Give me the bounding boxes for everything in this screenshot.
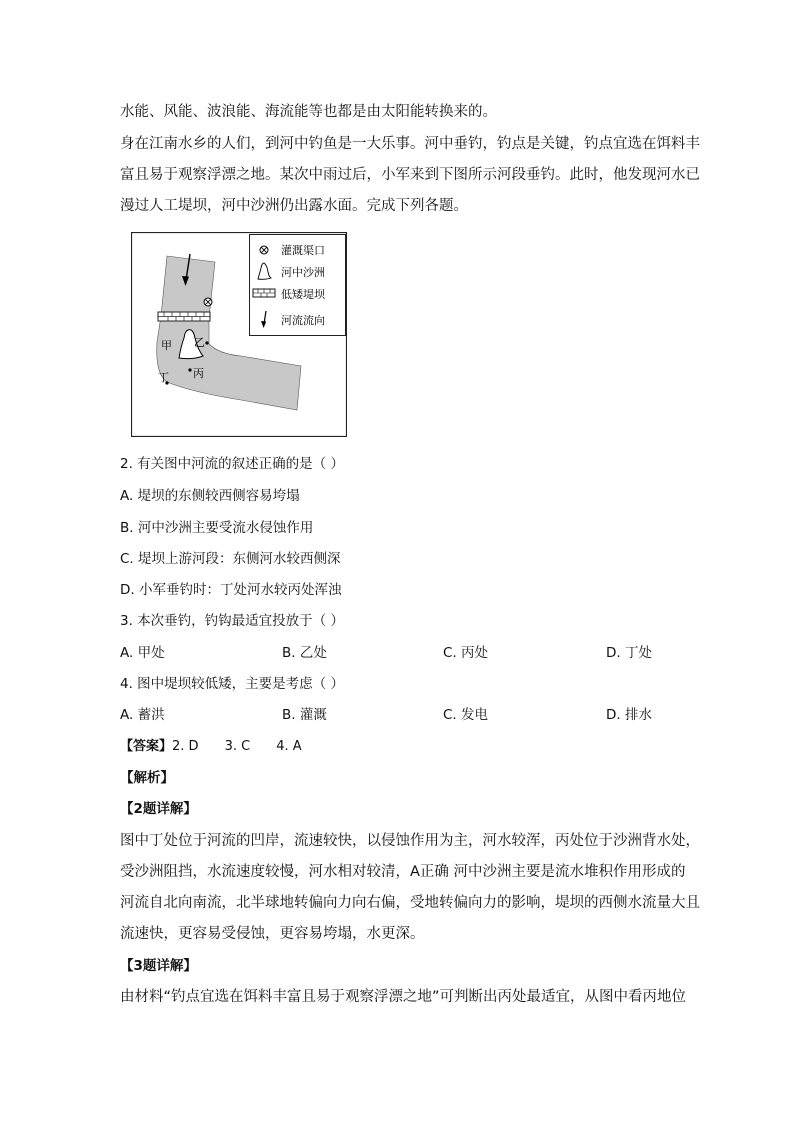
legend-dam-icon: [253, 289, 275, 297]
label-yi: 乙: [194, 336, 205, 349]
label-ding: 丁: [158, 371, 169, 384]
point-yi-dot: [205, 341, 208, 344]
q2-detail-line-1: 图中丁处位于河流的凹岸，流速较快，以侵蚀作用为主，河水较浑，丙处位于沙洲背水处，: [120, 833, 700, 849]
q2-detail-line-3: 河流自北向南流，北半球地转偏向力向右偏，受地转偏向力的影响，堤坝的西侧水流量大且: [120, 895, 700, 911]
q4-option-d: D. 排水: [606, 707, 652, 723]
legend-irrigation-label: 灌溉渠口: [281, 244, 325, 257]
q2-option-a: A. 堤坝的东侧较西侧容易垮塌: [120, 488, 300, 504]
answer-row: [120, 737, 302, 757]
q2-detail-heading: 【2题详解】: [120, 801, 197, 817]
low-dam: [158, 312, 210, 321]
q2-option-d: D. 小军垂钓时：丁处河水较丙处浑浊: [120, 582, 342, 598]
analysis-label: 【解析】: [120, 770, 174, 786]
q4-option-c: C. 发电: [443, 707, 489, 723]
q3-option-c: C. 丙处: [443, 645, 489, 661]
legend-flow-label: 河流流向: [281, 314, 325, 327]
intro-line-4: 漫过人工堤坝，河中沙洲仍出露水面。完成下列各题。: [120, 198, 468, 214]
legend-dam-label: 低矮堤坝: [281, 288, 325, 301]
q3-option-d: D. 丁处: [606, 645, 652, 661]
q2-option-c: C. 堤坝上游河段：东侧河水较西侧深: [120, 551, 341, 567]
intro-line-2: 身在江南水乡的人们，到河中钓鱼是一大乐事。河中垂钓，钓点是关键，钓点宜选在饵料丰: [120, 136, 700, 152]
q3-option-b: B. 乙处: [282, 645, 327, 661]
answer-item-3: 3. C: [224, 739, 251, 754]
q3-detail-line-1: 由材料“钓点宜选在饵料丰富且易于观察浮漂之地”可判断出丙处最适宜，从图中看丙地位: [120, 989, 687, 1005]
q2-option-b: B. 河中沙洲主要受流水侵蚀作用: [120, 520, 314, 536]
legend-sandbar-label: 河中沙洲: [281, 266, 325, 279]
answer-item-4: 4. A: [276, 739, 302, 754]
label-bing: 丙: [193, 367, 204, 380]
q4-stem: 4. 图中堤坝较低矮，主要是考虑（ ）: [120, 676, 344, 692]
point-bing-dot: [188, 368, 191, 371]
intro-line-1: 水能、风能、波浪能、海流能等也都是由太阳能转换来的。: [120, 104, 497, 120]
q4-option-b: B. 灌溉: [282, 707, 327, 723]
q3-detail-heading: 【3题详解】: [120, 958, 197, 974]
q4-option-a: A. 蓄洪: [120, 707, 165, 723]
q2-detail-line-4: 流速快，更容易受侵蚀，更容易垮塌，水更深。: [120, 926, 425, 942]
label-jia: 甲: [161, 339, 172, 352]
legend: [250, 235, 346, 336]
answer-label: 【答案】: [120, 739, 173, 754]
intro-line-3: 富且易于观察浮漂之地。某次中雨过后，小军来到下图所示河段垂钓。此时，他发现河水已: [120, 167, 700, 183]
irrigation-outlet-icon: [204, 298, 212, 306]
q2-detail-line-2: 受沙洲阻挡，水流速度较慢，河水相对较清，A正确 河中沙洲主要是流水堆积作用形成的: [120, 864, 686, 880]
q3-option-a: A. 甲处: [120, 645, 165, 661]
q3-stem: 3. 本次垂钓，钓钩最适宜投放于（ ）: [120, 613, 344, 629]
answer-item-2: 2. D: [172, 739, 199, 754]
q2-stem: 2. 有关图中河流的叙述正确的是（ ）: [120, 456, 344, 472]
river-map: [131, 232, 347, 437]
